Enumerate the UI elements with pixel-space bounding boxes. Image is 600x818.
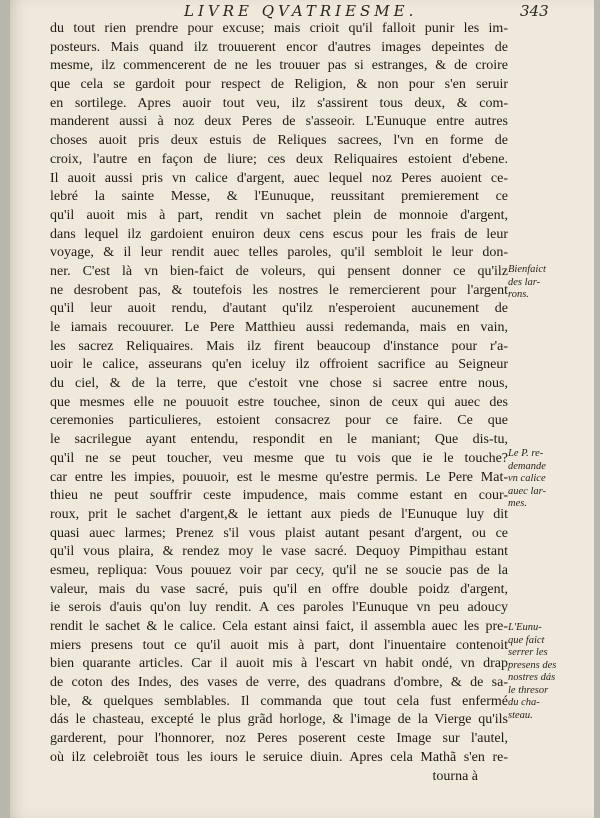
text-line: que mesmes elle ne pouuoit estre touchee, sinon de ceux qui auec des <box>50 394 508 410</box>
text-line: ner. C'est là vn bien-faict de voleurs, qui pensent donner ce qu'ilz <box>50 263 508 279</box>
text-line: ble, & quelques semblables. Il commanda que tout cela fust enfermé <box>50 693 508 709</box>
book-page <box>10 0 594 818</box>
text-line: qu'il ne se peut toucher, veu mesme que tu vois que ie le touche? <box>50 450 508 466</box>
margin-note-line: le thresor <box>508 684 549 696</box>
margin-note-line: steau. <box>508 709 533 721</box>
margin-note-line: L'Eunu- <box>508 622 542 633</box>
text-line: esmeu, repliqua: Vous pouuez voir par cecy, qu'il ne se soucie pas de la <box>50 562 508 578</box>
margin-note-presens <box>508 622 590 722</box>
text-line: choses auoit pris deux estuis de Reliques sacrees, l'vn en forme de <box>50 133 508 149</box>
margin-note-line: que faict <box>508 634 545 646</box>
text-line: car entre les impies, pouuoir, est le mesme qu'estre permis. Le Pere Mat- <box>50 469 508 485</box>
text-line: ne desrobent pas, & toutefois les nostres le remercierent pour l'argent <box>50 282 508 298</box>
text-line: voyage, & il leur rendit auec telles paroles, qu'il sembloit le leur don- <box>50 245 508 261</box>
text-line: croix, l'autre en façon de liure; ces deux Reliquaires estoient d'ebene. <box>50 151 508 167</box>
margin-note-line: Bienfaict <box>508 264 546 275</box>
text-line: Il auoit aussi pris vn calice d'argent, auec lequel noz Peres auoient ce- <box>50 170 508 186</box>
margin-note-line: rons. <box>508 289 529 300</box>
text-line: en sortilege. Apres auoir tout veu, ilz s'assirent tous deux, & com- <box>50 95 508 111</box>
text-line: qu'il auoit mis à part, rendit vn sachet plein de monnoie d'argent, <box>50 207 508 223</box>
text-line: le iamais recouurer. Le Pere Matthieu aussi redemanda, mais en vain, <box>50 320 508 335</box>
text-line: manderent aussi à noz deux Peres de s'asseoir. L'Eunuque entre autres <box>50 114 508 130</box>
running-title: LIVRE QVATRIESME. <box>184 2 418 20</box>
text-line: miers presens tout ce qu'il auoit mis à part, dont l'inuentaire contenoit <box>50 637 508 653</box>
text-line: les sacrez Reliquaires. Mais ilz firent beaucoup d'instance pour r'a- <box>50 338 508 354</box>
margin-note-line: presens des <box>508 659 557 671</box>
margin-note-line: demande <box>508 460 546 472</box>
text-line: quasi auec larmes; Prenez s'il vous plaist autant pesant d'argent, ou ce <box>50 525 508 541</box>
margin-note-calice <box>508 448 590 511</box>
text-line: thieu ne peut souffrir ceste impudence, mais comme estant en cour- <box>50 488 508 504</box>
margin-note-line: nostres dás <box>508 672 556 683</box>
text-line: du tout rien prendre pour excuse; mais crioit qu'il falloit punir les im- <box>50 21 508 36</box>
text-line: dás le chasteau, excepté le plus grãd horloge, & l'image de la Vierge qu'ils <box>50 712 508 728</box>
margin-note-line: mes. <box>508 498 527 509</box>
margin-note-line: des lar- <box>508 276 541 288</box>
text-line: tourna à <box>432 768 478 784</box>
text-line: posteurs. Mais quand ilz trouuerent encor d'autres images depeintes de <box>50 39 508 55</box>
text-line: bien quarante articles. Car il auoit mis à l'escart vn habit ondé, vn drap <box>50 656 508 672</box>
text-line: où ilz celebroiẽt tous les iours le seruice diuin. Apres cela Mathã s'en re- <box>50 749 508 765</box>
text-line: de coton des Indes, des vases de verre, des quadrans d'ombre, & de sa- <box>50 675 508 691</box>
margin-note-line: du cha- <box>508 697 540 708</box>
margin-note-line: serrer les <box>508 647 548 658</box>
text-line: le sacrilegue ayant entendu, respondit en le maniant; Que dis-tu, <box>50 432 508 448</box>
margin-note-line: Le P. re- <box>508 448 544 459</box>
text-line: rendit le sachet & le calice. Cela estant ainsi faict, il assembla auec les pre- <box>50 619 508 634</box>
text-line: que cela se gardoit pour respect de Religion, & non pour s'en seruir <box>50 77 508 93</box>
text-line: dans lequel ilz gardoient enuiron deux cens escus pour les frais de leur <box>50 226 508 242</box>
margin-note-line: vn calice <box>508 473 546 484</box>
page-number: 343 <box>520 2 549 20</box>
text-line: valeur, mais du vase sacré, puis qu'il en offre double poidz d'argent, <box>50 581 508 597</box>
margin-note-bienfaict <box>508 264 590 302</box>
text-line: mesme, ilz commencerent de ne les trouuer pas si estranges, & de croire <box>50 58 508 74</box>
margin-note-line: auec lar- <box>508 485 546 497</box>
text-line: qu'il vous plaira, & rendez moy le vase sacré. Dequoy Pimpithau estant <box>50 544 508 560</box>
text-line: uoir le calice, asseurans qu'en iceluy ilz offroient sacrifice au Seigneur <box>50 357 508 373</box>
text-line: lebré la sainte Messe, & l'Eunuque, reussitant premierement ce <box>50 189 508 205</box>
text-line: qu'il leur auoit rendu, d'autant qu'ilz n'esperoient aucunement de <box>50 301 508 317</box>
text-line: ceremonies particulieres, estoient consacrez pour ce faire. Ce que <box>50 413 508 429</box>
text-line: ie serois d'auis qu'on luy rendit. A ces paroles l'Eunuque vn peu adoucy <box>50 600 508 616</box>
body-text <box>50 20 508 786</box>
text-line: garderent, pour l'honnorer, noz Peres poserent ceste Image sur l'autel, <box>50 731 508 747</box>
text-line: roux, prit le sachet d'argent,& le iettant aux pieds de l'Eunuque luy dit <box>50 506 508 522</box>
text-line: du ciel, & de la terre, que c'estoit vne chose si sacree entre nous, <box>50 376 508 392</box>
